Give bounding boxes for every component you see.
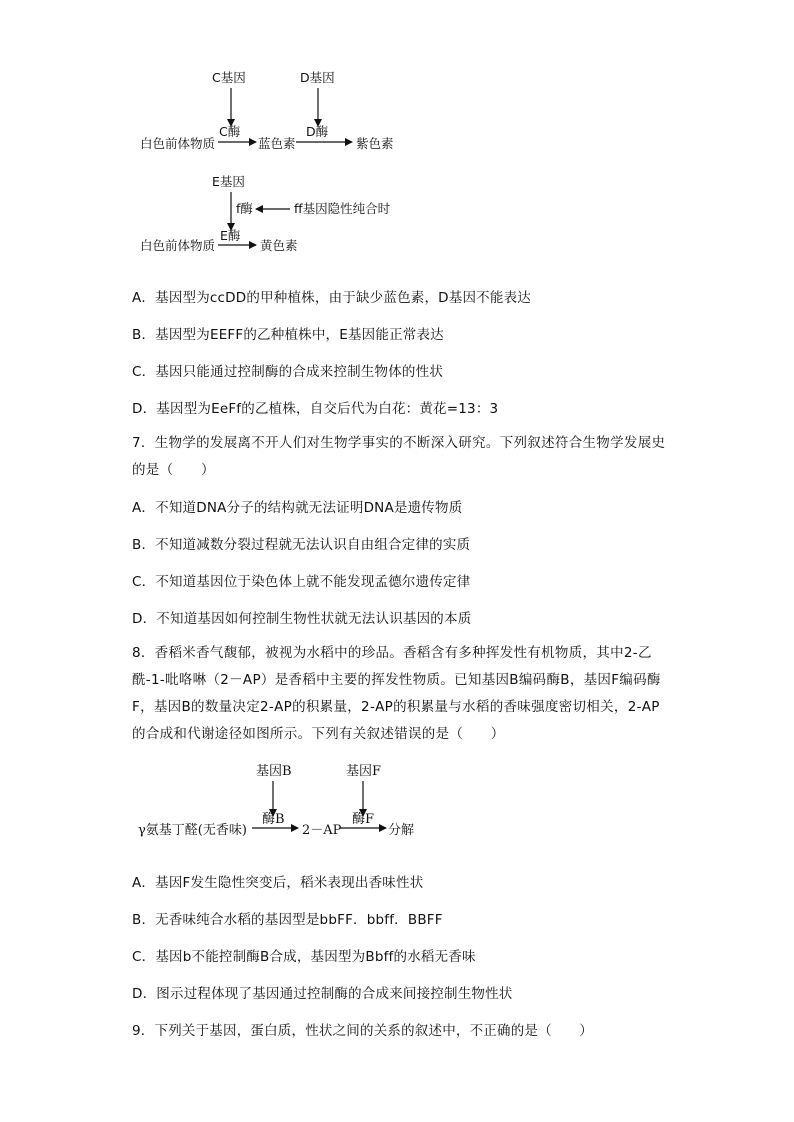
q6-option-b: B．基因型为EEFF的乙种植株中，E基因能正常表达 [132, 327, 444, 343]
q9-stem: 9．下列关于基因，蛋白质，性状之间的关系的叙述中，不正确的是（ ） [132, 1023, 593, 1039]
q8-stem: 8．香稻米香气馥郁，被视为水稻中的珍品。香稻含有多种挥发性有机物质，其中2-乙酰-1-吡咯啉（2－AP）是香稻中主要的挥发性物质。已知基因B编码酶B，基因F编码酶F，基因B的数量决定2-AP的积累量，2-AP的积累量与水稻的香味强度密切相关，2-AP的合成和代谢途径如图所示。下列有关叙述错误的是（ ） [132, 645, 661, 742]
q7-option-b: B．不知道减数分裂过程就无法认识自由组合定律的实质 [132, 537, 471, 553]
precursor-label-1: 白色前体物质 [140, 136, 216, 151]
enzyme-d-label: D酶 [306, 124, 329, 139]
q7-option-d: D．不知道基因如何控制生物性状就无法认识基因的本质 [132, 611, 472, 627]
ff-note-label: ff基因隐性纯合时 [294, 201, 391, 216]
q7-stem: 7．生物学的发展离不开人们对生物学事实的不断深入研究。下列叙述符合生物学发展史的是（ ） [132, 435, 666, 478]
gene-e-label: E基因 [212, 174, 245, 189]
q6-option-c: C．基因只能通过控制酶的合成来控制生物体的性状 [132, 364, 444, 380]
yellow-pigment-label: 黄色素 [260, 238, 298, 253]
enzyme-e-label: E酶 [220, 228, 241, 243]
substrate-label: γ氨基丁醛(无香味) [138, 823, 247, 838]
decompose-label: 分解 [388, 823, 415, 838]
gene-d-label: D基因 [300, 70, 335, 85]
q6-option-d: D．基因型为EeFf的乙植株，自交后代为白花：黄花=13：3 [132, 401, 499, 417]
q6-option-a: A．基因型为ccDD的甲种植株，由于缺少蓝色素，D基因不能表达 [132, 290, 531, 306]
q7-option-c: C．不知道基因位于染色体上就不能发现孟德尔遗传定律 [132, 574, 471, 590]
q8-option-a: A．基因F发生隐性突变后，稻米表现出香味性状 [132, 875, 424, 891]
enzyme-f-label-8: 酶F [352, 812, 375, 827]
q8-option-d: D．图示过程体现了基因通过控制酶的合成来间接控制生物性状 [132, 986, 513, 1002]
aroma-pathway-diagram [0, 750, 794, 850]
enzyme-b-label: 酶B [262, 812, 285, 827]
q7-option-a: A．不知道DNA分子的结构就无法证明DNA是遗传物质 [132, 500, 463, 516]
q8-option-c: C．基因b不能控制酶B合成，基因型为Bbff的水稻无香味 [132, 949, 476, 965]
gene-f-label: 基因F [346, 764, 382, 779]
enzyme-f-label: f酶 [236, 201, 253, 216]
gene-b-label: 基因B [256, 764, 292, 779]
precursor-label-2: 白色前体物质 [140, 238, 216, 253]
blue-pigment-label: 蓝色素 [258, 136, 296, 151]
product-2ap-label: 2－AP [302, 823, 342, 838]
enzyme-c-label: C酶 [219, 124, 241, 139]
gene-c-label: C基因 [212, 70, 246, 85]
pigment-pathway-diagram [0, 0, 794, 270]
purple-pigment-label: 紫色素 [356, 136, 394, 151]
q8-option-b: B．无香味纯合水稻的基因型是bbFF．bbff．BBFF [132, 912, 443, 928]
